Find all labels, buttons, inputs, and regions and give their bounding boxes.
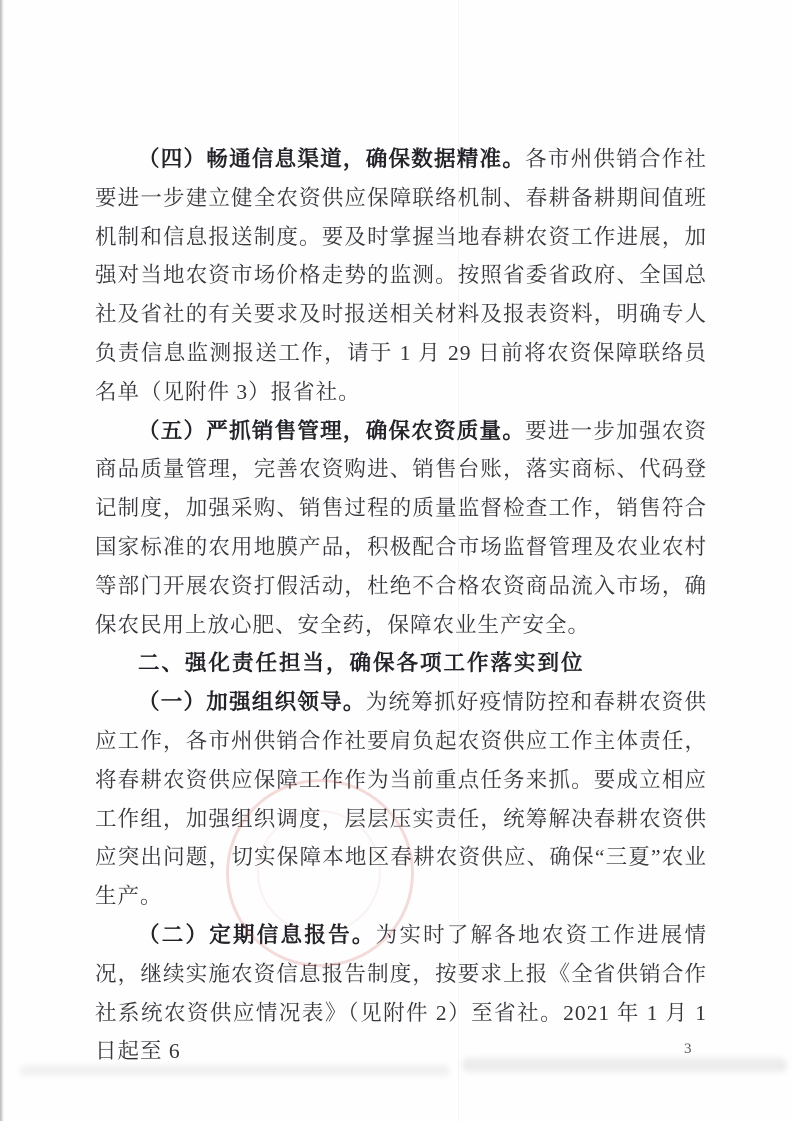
paragraph-item-1-lead: （一）加强组织领导。 xyxy=(138,690,366,715)
scan-edge-shadow xyxy=(0,0,4,1121)
paragraph-item-4 xyxy=(95,140,707,412)
document-body xyxy=(95,140,707,1071)
page-number: 3 xyxy=(684,1041,692,1057)
paragraph-item-4-lead: （四）畅通信息渠道，确保数据精准。 xyxy=(138,147,526,171)
paragraph-item-5-lead: （五）严抓销售管理，确保农资质量。 xyxy=(138,418,526,443)
paragraph-item-2 xyxy=(95,916,707,1071)
section-heading-2: 二、强化责任担当，确保各项工作落实到位 xyxy=(138,651,585,676)
paragraph-item-1 xyxy=(95,683,707,916)
paragraph-item-1-text: 为统筹抓好疫情防控和春耕农资供应工作，各市州供销合作社要肩负起农资供应工作主体责任，将春耕农资供应保障工作作为当前重点任务来抓。要成立相应工作组，加强组织调度，层层压实责任，统筹解决春耕农资供应突出问题，切实保障本地区春耕农资供应、确保“三夏”农业生产。 xyxy=(95,690,707,909)
paragraph-item-5 xyxy=(95,412,707,645)
paragraph-item-4-text: 各市州供销合作社要进一步建立健全农资供应保障联络机制、春耕备耕期间值班机制和信息报送制度。要及时掌握当地春耕农资工作进展，加强对当地农资市场价格走势的监测。按照省委省政府、全国总社及省社的有关要求及时报送相关材料及报表资料，明确专人负责信息监测报送工作，请于 1 月 29 日前将农资保障联络员名单（见附件 3）报省社。 xyxy=(95,147,707,404)
paragraph-item-2-text: 为实时了解各地农资工作进展情况，继续实施农资信息报告制度，按要求上报《全省供销合作社系统农资供应情况表》（见附件 2）至省社。2021 年 1 月 1 日起至 6 xyxy=(95,922,707,1064)
paragraph-item-5-text: 要进一步加强农资商品质量管理，完善农资购进、销售台账，落实商标、代码登记制度，加强采购、销售过程的质量监督检查工作，销售符合国家标准的农用地膜产品，积极配合市场监督管理及农业农村等部门开展农资打假活动，杜绝不合格农资商品流入市场，确保农民用上放心肥、安全药，保障农业生产安全。 xyxy=(95,418,707,637)
paragraph-item-2-lead: （二）定期信息报告。 xyxy=(138,922,376,947)
